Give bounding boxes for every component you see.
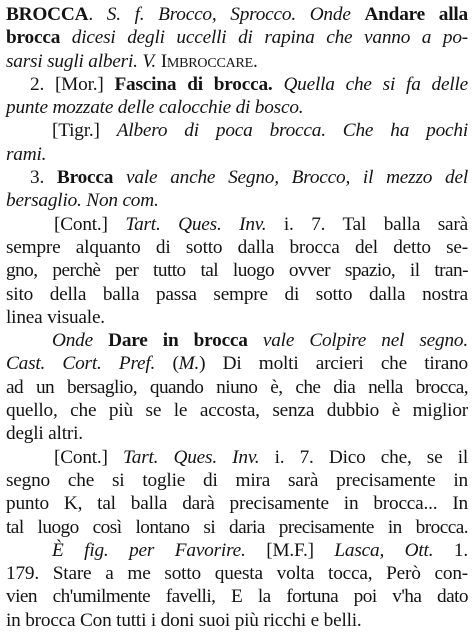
text-segment: i. 7. Dico che, se il (259, 446, 469, 468)
text-segment: Onde (52, 330, 109, 352)
citation-source: Tart. Ques. Inv. (125, 213, 267, 235)
sense-number: 2. [Mor.] (30, 73, 115, 95)
dictionary-entry (6, 3, 468, 632)
text-segment: sito della balla passa sempre di sotto dalla nostra (6, 283, 468, 305)
text-line (6, 376, 468, 399)
text-line (6, 562, 468, 585)
text-segment: S. f. Brocco, Sprocco. Onde (106, 4, 365, 25)
citation-line (6, 446, 468, 469)
text-line (6, 143, 468, 166)
text-line (6, 119, 468, 142)
citation-line (6, 213, 468, 236)
text-segment: bersaglio. Non com. (6, 190, 159, 212)
text-segment: vien ch'umilmente favelli, E la fortuna poi v'ha dato (6, 586, 468, 608)
text-segment: È fig. per Favorire. (52, 539, 246, 561)
text-segment: vale Colpire nel segno. (262, 330, 468, 352)
sense-number: 3. (30, 167, 57, 189)
text-segment: punto K, tal balla darà precisamente in brocca... In (6, 493, 468, 515)
text-segment: dicesi degli uccelli di rapina che vanno a po- (71, 27, 468, 49)
text-segment: . (88, 4, 107, 25)
text-segment: rami. (6, 143, 47, 165)
text-segment: Quella che si fa delle (283, 73, 469, 95)
text-segment: ad un bersaglio, quando niuno è, che dia nella brocca, (6, 376, 468, 398)
headword: BROCCA (6, 4, 89, 25)
text-segment: Albero di poca brocca. Che ha pochi (116, 120, 468, 142)
source-tag: [M.F.] (245, 539, 335, 561)
text-line (6, 399, 468, 422)
text-segment: ) Di molti arcieri che tirano (199, 353, 469, 375)
source-tag: [Cont.] (54, 446, 123, 468)
text-line (6, 236, 468, 259)
cross-reference: Imbroccare (160, 50, 254, 72)
text-segment: in brocca Con tutti i doni suoi più ricchi e belli. (6, 609, 362, 631)
text-line (6, 3, 468, 26)
text-segment: . (253, 50, 258, 72)
citation-source: Lasca, Ott. (334, 539, 434, 561)
text-segment: sarsi sugli alberi. V. (6, 50, 161, 72)
text-line (6, 516, 468, 539)
text-segment: linea visuale. (6, 306, 105, 328)
phrase-bold: brocca (6, 27, 72, 49)
text-line (6, 329, 468, 352)
text-line (6, 609, 468, 632)
text-segment: 179. Stare a me sotto questa volta tocca, Però con- (6, 563, 468, 585)
sense-2-line (6, 73, 468, 96)
text-segment: ( (155, 353, 179, 375)
text-segment: 1. (433, 539, 468, 561)
source-tag: [Cont.] (54, 213, 126, 235)
text-line (6, 585, 468, 608)
phrase-bold: Fascina di brocca. (114, 73, 284, 95)
text-segment: tal luogo così lontano si daria precisamente in brocca. (6, 516, 468, 538)
citation-line (6, 539, 468, 562)
text-line (6, 96, 468, 119)
text-segment: segno che si toglie di mira sarà precisamente in (6, 469, 468, 491)
text-line (6, 492, 468, 515)
citation-source: Cast. Cort. Pref. (6, 353, 156, 375)
phrase-bold: Brocca (56, 167, 127, 189)
text-line (6, 422, 468, 445)
sense-3-line (6, 166, 468, 189)
text-segment: punte mozzate delle calocchie di bosco. (6, 97, 304, 119)
text-line (6, 50, 468, 73)
citation-line (6, 352, 468, 375)
text-line (6, 306, 468, 329)
text-segment: quello, che più se le accosta, senza dubbio è miglior (6, 400, 468, 422)
text-segment: M. (178, 353, 200, 375)
phrase-bold: Dare in brocca (108, 330, 263, 352)
citation-source: Tart. Ques. Inv. (123, 446, 260, 468)
text-line (6, 189, 468, 212)
text-segment: degli altri. (6, 423, 83, 445)
phrase-bold: Andare alla (364, 4, 468, 25)
text-line (6, 259, 468, 282)
text-segment: gno, perchè per tutto tal luogo ovver spazio, il tran- (6, 260, 468, 282)
text-segment: i. 7. Tal balla sarà (266, 213, 468, 235)
text-segment: sempre alquanto di sotto dalla brocca del detto se- (6, 236, 468, 258)
text-line (6, 26, 468, 49)
text-segment: vale anche Segno, Brocco, il mezzo del (126, 167, 469, 189)
text-line (6, 283, 468, 306)
source-tag: [Tigr.] (52, 120, 117, 142)
text-line (6, 469, 468, 492)
